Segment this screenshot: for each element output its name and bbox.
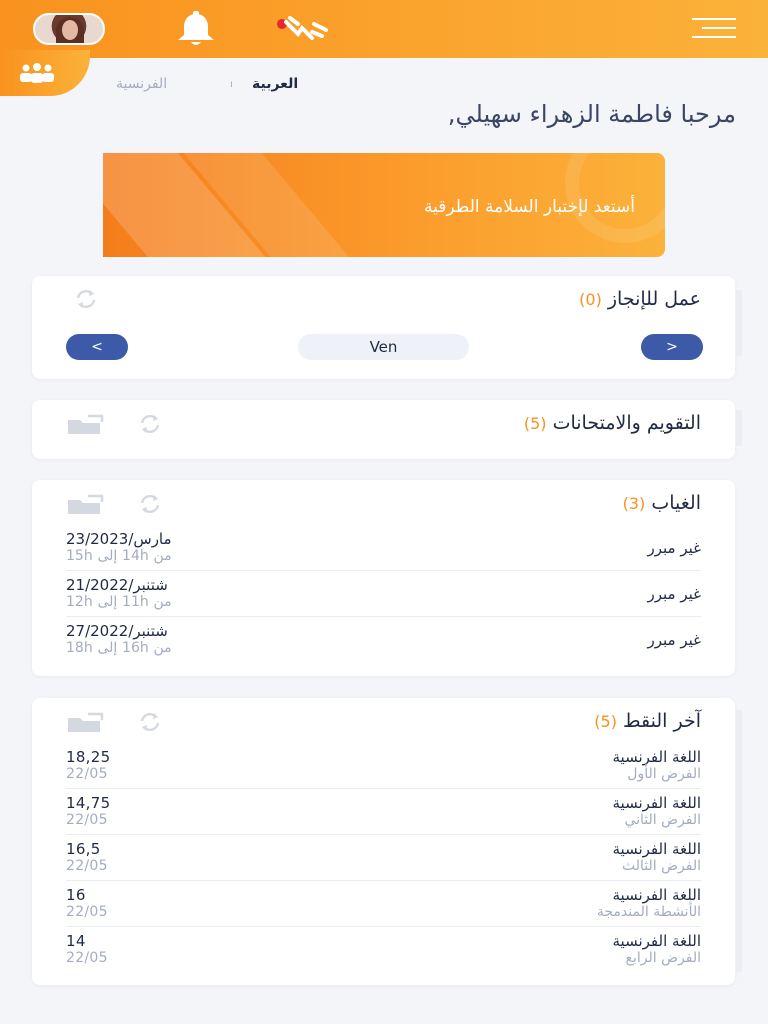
- switch-profile-tab[interactable]: [0, 50, 90, 96]
- language-french[interactable]: الفرنسية: [116, 76, 168, 92]
- grade-date: 22/05: [66, 766, 108, 782]
- next-day-button[interactable]: >: [641, 334, 703, 360]
- grade-subject: اللغة الفرنسية: [612, 886, 701, 904]
- grades-count: (5): [594, 712, 617, 731]
- day-selector[interactable]: Ven: [298, 334, 469, 360]
- top-bar: [0, 0, 768, 58]
- grade-row[interactable]: [66, 835, 701, 881]
- grade-row[interactable]: [66, 881, 701, 927]
- banner-text: أستعد لإختبار السلامة الطرقية: [424, 197, 635, 217]
- grade-row[interactable]: [66, 927, 701, 973]
- exams-title: التقويم والامتحانات (5): [523, 412, 701, 434]
- grade-score: 14,75: [66, 794, 111, 812]
- absence-row[interactable]: [66, 571, 701, 617]
- refresh-icon[interactable]: [136, 711, 164, 733]
- grade-exam: الفرض الأول: [627, 766, 701, 782]
- grade-exam: الفرض الثالث: [622, 858, 701, 874]
- absences-count: (3): [622, 494, 646, 513]
- absence-row[interactable]: [66, 525, 701, 571]
- grades-card: [32, 698, 735, 985]
- refresh-icon[interactable]: [136, 413, 164, 435]
- grade-exam: الفرض الرابع: [625, 950, 701, 966]
- grade-exam: الفرض الثاني: [624, 812, 701, 828]
- folder-icon[interactable]: [66, 414, 106, 436]
- grade-subject: اللغة الفرنسية: [612, 794, 701, 812]
- language-separator: ı: [230, 79, 233, 90]
- bell-icon[interactable]: [170, 11, 222, 47]
- menu-icon[interactable]: [692, 17, 736, 39]
- grade-score: 14: [66, 932, 86, 950]
- road-safety-banner[interactable]: [103, 153, 665, 257]
- welcome-message: مرحبا فاطمة الزهراء سهيلي,: [447, 100, 736, 128]
- grades-title: آخر النقط (5): [594, 710, 701, 732]
- absence-time: من 16h إلى 18h: [66, 640, 172, 656]
- previous-day-button[interactable]: <: [66, 334, 128, 360]
- homework-title: عمل للإنجاز (0): [579, 288, 701, 310]
- refresh-icon[interactable]: [72, 288, 100, 310]
- avatar[interactable]: [33, 13, 105, 45]
- absences-card: [32, 480, 735, 676]
- absence-time: من 14h إلى 15h: [66, 548, 172, 564]
- language-arabic[interactable]: العربية: [252, 76, 299, 92]
- grade-row[interactable]: [66, 789, 701, 835]
- homework-card: [32, 276, 735, 379]
- homework-count: (0): [579, 290, 602, 309]
- grade-date: 22/05: [66, 858, 108, 874]
- refresh-icon[interactable]: [136, 493, 164, 515]
- absence-status: غير مبرر: [647, 631, 701, 649]
- grade-score: 18,25: [66, 748, 111, 766]
- grade-subject: اللغة الفرنسية: [612, 840, 701, 858]
- grade-date: 22/05: [66, 812, 108, 828]
- absence-row[interactable]: [66, 617, 701, 663]
- absence-status: غير مبرر: [647, 585, 701, 603]
- folder-icon[interactable]: [66, 712, 106, 734]
- grade-exam: الأنشطة المندمجة: [596, 904, 701, 920]
- absence-date: 21/شتنبر/2022: [66, 576, 168, 594]
- absence-date: 27/شتنبر/2022: [66, 622, 168, 640]
- grade-score: 16,5: [66, 840, 101, 858]
- grade-score: 16: [66, 886, 86, 904]
- grade-date: 22/05: [66, 904, 108, 920]
- grade-subject: اللغة الفرنسية: [612, 932, 701, 950]
- absence-time: من 11h إلى 12h: [66, 594, 172, 610]
- exams-count: (5): [523, 414, 547, 433]
- grade-date: 22/05: [66, 950, 108, 966]
- folder-icon[interactable]: [66, 494, 106, 516]
- absence-date: 23/مارس/2023: [66, 530, 172, 548]
- grade-subject: اللغة الفرنسية: [612, 748, 701, 766]
- grade-row[interactable]: [66, 743, 701, 789]
- absence-status: غير مبرر: [647, 539, 701, 557]
- exams-card: [32, 400, 735, 459]
- people-icon: [16, 62, 58, 84]
- app-logo-icon[interactable]: [272, 14, 330, 44]
- absences-title: الغياب (3): [622, 492, 701, 514]
